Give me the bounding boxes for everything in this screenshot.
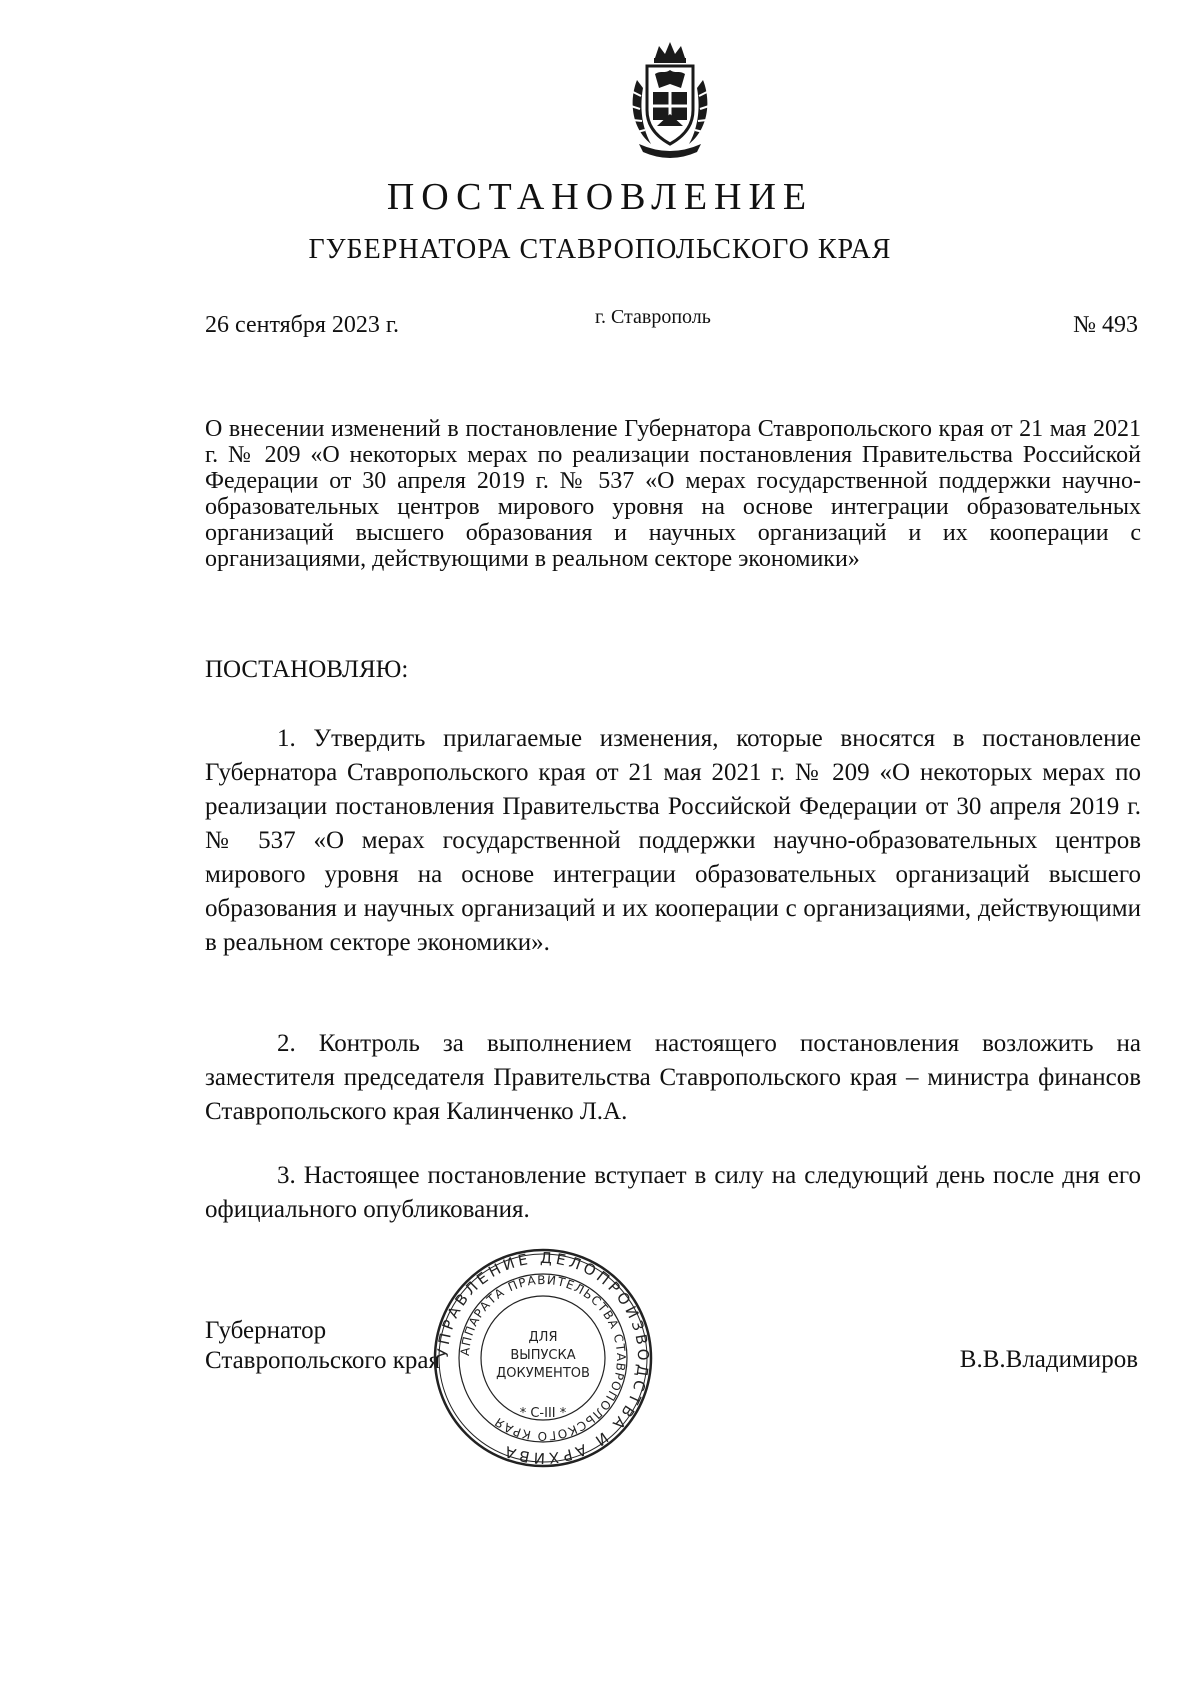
coat-of-arms-icon — [625, 40, 715, 160]
document-number: № 493 — [1073, 312, 1138, 338]
stamp-outer-text: УПРАВЛЕНИЕ ДЕЛОПРОИЗВОДСТВА И АРХИВА — [433, 1248, 653, 1468]
signer-name: В.В.Владимиров — [959, 1346, 1138, 1373]
decree-word: ПОСТАНОВЛЯЮ: — [205, 656, 409, 683]
document-city: г. Ставрополь — [595, 306, 711, 328]
stamp-center-line-2: ВЫПУСКА — [510, 1348, 576, 1363]
signer-position-line-2: Ставропольского края — [205, 1347, 440, 1374]
stamp-inner-text: АППАРАТА ПРАВИТЕЛЬСТВА СТАВРОПОЛЬСКОГО КРАЯ — [457, 1272, 629, 1444]
paragraph-1: 1. Утвердить прилагаемые изменения, которые вносятся в постановление Губернатора Ставропольского края от 21 мая 2021 г. № 209 «О некоторых мерах по реализации постановления Правительства Российской Федерации от 30 апреля 2019 г. № 537 «О мерах государственной поддержки научно-образовательных центров мирового уровня на основе интеграции образовательных организаций высшего образования и научных организаций и их кооперации с организациями, действующими в реальном секторе экономики». — [205, 725, 1141, 956]
stamp-code: * С-III * — [519, 1406, 567, 1421]
document-date: 26 сентября 2023 г. — [205, 312, 400, 338]
document-heading: О внесении изменений в постановление Губернатора Ставропольского края от 21 мая 2021 г. № 209 «О некоторых мерах по реализации постановления Правительства Российской Федерации от 30 апреля 2019 г. № 537 «О мерах государственной поддержки научно-образовательных центров мирового уровня на основе интеграции образовательных организаций высшего образования и научных организаций и их кооперации с организациями, действующими в реальном секторе экономики» — [205, 416, 1141, 572]
paragraph-3: 3. Настоящее постановление вступает в силу на следующий день после дня его официального опубликования. — [205, 1162, 1141, 1223]
paragraph-2: 2. Контроль за выполнением настоящего постановления возложить на заместителя председателя Правительства Ставропольского края – министра финансов Ставропольского края Калинченко Л.А. — [205, 1030, 1141, 1125]
document-title: ПОСТАНОВЛЕНИЕ — [386, 176, 814, 218]
stamp-center-line-1: ДЛЯ — [528, 1330, 558, 1345]
official-stamp — [432, 1247, 654, 1469]
stamp-center-line-3: ДОКУМЕНТОВ — [496, 1366, 590, 1381]
signer-position-line-1: Губернатор — [205, 1317, 327, 1344]
signer-position — [205, 1316, 440, 1376]
document-subtitle: ГУБЕРНАТОРА СТАВРОПОЛЬСКОГО КРАЯ — [308, 234, 892, 265]
